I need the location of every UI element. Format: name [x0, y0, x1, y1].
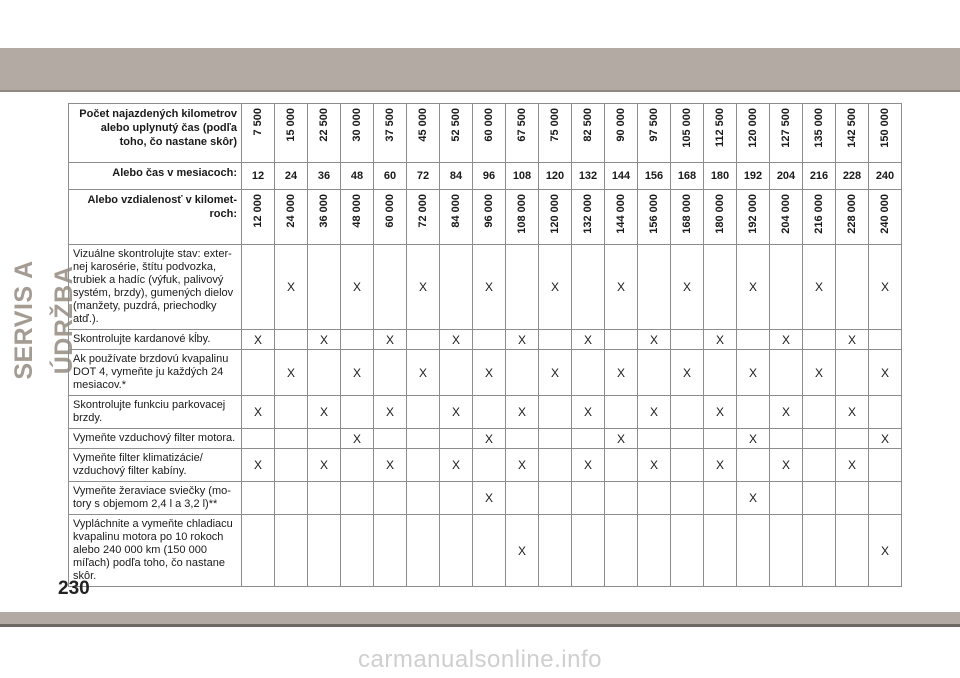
schedule-mark	[275, 482, 308, 515]
schedule-mark: X	[242, 449, 275, 482]
schedule-mark	[770, 515, 803, 587]
top-header-band	[0, 48, 960, 90]
schedule-mark: X	[275, 350, 308, 396]
distance-header-row-cell	[440, 190, 473, 245]
km-header-row-value: 105 000	[681, 108, 693, 148]
schedule-mark	[506, 429, 539, 449]
task-label: Skontrolujte funkciu parkovacej brzdy.	[69, 396, 242, 429]
schedule-mark	[473, 515, 506, 587]
schedule-mark: X	[704, 330, 737, 350]
km-header-row-cell	[638, 104, 671, 163]
schedule-mark: X	[572, 396, 605, 429]
months-header-row-value: 204	[770, 163, 803, 190]
months-header-row-value: 84	[440, 163, 473, 190]
schedule-mark	[803, 449, 836, 482]
schedule-mark	[869, 396, 902, 429]
distance-header-row-cell	[671, 190, 704, 245]
km-header-row-value: 75 000	[549, 108, 561, 142]
km-header-row-value: 120 000	[747, 108, 759, 148]
km-header-row-cell	[374, 104, 407, 163]
schedule-mark	[803, 429, 836, 449]
schedule-mark	[242, 482, 275, 515]
schedule-mark	[275, 429, 308, 449]
section-title: SERVIS A ÚDRŽBA	[10, 260, 78, 380]
km-header-row-cell	[803, 104, 836, 163]
schedule-mark	[407, 482, 440, 515]
schedule-mark	[869, 482, 902, 515]
table-row	[69, 330, 902, 350]
schedule-mark: X	[836, 396, 869, 429]
schedule-mark	[275, 449, 308, 482]
bottom-footer-rule	[0, 624, 960, 627]
schedule-mark	[473, 449, 506, 482]
km-header-row-value: 15 000	[285, 108, 297, 142]
schedule-mark	[605, 515, 638, 587]
schedule-mark	[869, 449, 902, 482]
km-header-row-value: 52 500	[450, 108, 462, 142]
schedule-mark: X	[374, 396, 407, 429]
months-header-row-value: 12	[242, 163, 275, 190]
schedule-mark: X	[605, 245, 638, 330]
schedule-mark	[308, 350, 341, 396]
distance-header-row-value: 36 000	[318, 194, 330, 228]
distance-header-row-value: 228 000	[846, 194, 858, 234]
schedule-mark	[671, 515, 704, 587]
table-row	[69, 245, 902, 330]
schedule-mark	[605, 330, 638, 350]
schedule-mark	[737, 449, 770, 482]
table-row	[69, 482, 902, 515]
schedule-mark: X	[572, 449, 605, 482]
table-row	[69, 396, 902, 429]
schedule-mark	[803, 330, 836, 350]
schedule-mark	[374, 245, 407, 330]
distance-header-row-cell	[242, 190, 275, 245]
schedule-mark: X	[275, 245, 308, 330]
task-label: Vypláchnite a vymeňte chladiacu kvapalinu motora po 10 rokoch alebo 240 000 km (150 000 míľach) podľa toho, čo nastane skôr.	[69, 515, 242, 587]
distance-header-row-value: 156 000	[648, 194, 660, 234]
schedule-mark	[770, 350, 803, 396]
distance-header-row-value: 144 000	[615, 194, 627, 234]
months-header-row	[69, 163, 902, 190]
schedule-mark	[572, 350, 605, 396]
schedule-mark: X	[605, 350, 638, 396]
page-number: 230	[58, 578, 90, 599]
schedule-mark: X	[770, 396, 803, 429]
distance-header-row-cell	[308, 190, 341, 245]
months-header-row-value: 144	[605, 163, 638, 190]
months-header-row-value: 36	[308, 163, 341, 190]
schedule-mark: X	[374, 449, 407, 482]
schedule-mark: X	[671, 245, 704, 330]
schedule-mark: X	[869, 515, 902, 587]
schedule-mark	[539, 330, 572, 350]
km-header-row-value: 135 000	[813, 108, 825, 148]
table-row	[69, 515, 902, 587]
months-header-row-value: 228	[836, 163, 869, 190]
schedule-mark: X	[407, 245, 440, 330]
task-label: Ak používate brzdovú kvapalinu DOT 4, vymeňte ju každých 24 mesiacov.*	[69, 350, 242, 396]
schedule-mark: X	[341, 429, 374, 449]
distance-header-row-value: 12 000	[252, 194, 264, 228]
schedule-mark: X	[737, 245, 770, 330]
km-header-row-cell	[704, 104, 737, 163]
schedule-mark	[242, 245, 275, 330]
schedule-mark: X	[869, 245, 902, 330]
distance-header-row-cell	[869, 190, 902, 245]
distance-header-row-cell	[638, 190, 671, 245]
months-header-row-value: 96	[473, 163, 506, 190]
km-header-row-cell	[671, 104, 704, 163]
schedule-mark	[770, 482, 803, 515]
km-header-row-value: 22 500	[318, 108, 330, 142]
schedule-mark	[242, 350, 275, 396]
schedule-mark: X	[869, 350, 902, 396]
months-header-row-value: 132	[572, 163, 605, 190]
distance-header-row-cell	[374, 190, 407, 245]
months-header-row-value: 48	[341, 163, 374, 190]
schedule-mark	[572, 245, 605, 330]
schedule-mark: X	[506, 330, 539, 350]
distance-header-row-cell	[770, 190, 803, 245]
months-header-row-value: 24	[275, 163, 308, 190]
km-header-row-cell	[473, 104, 506, 163]
schedule-mark	[737, 396, 770, 429]
schedule-mark: X	[308, 330, 341, 350]
schedule-mark	[539, 482, 572, 515]
schedule-mark	[374, 350, 407, 396]
distance-header-row-value: 84 000	[450, 194, 462, 228]
km-header-row-value: 60 000	[483, 108, 495, 142]
schedule-mark	[671, 330, 704, 350]
schedule-mark	[836, 515, 869, 587]
km-header-row-value: 142 500	[846, 108, 858, 148]
schedule-mark: X	[341, 245, 374, 330]
schedule-mark	[341, 482, 374, 515]
schedule-mark: X	[242, 330, 275, 350]
schedule-mark	[242, 515, 275, 587]
schedule-mark	[803, 396, 836, 429]
task-label: Skontrolujte kardanové kĺby.	[69, 330, 242, 350]
schedule-mark	[341, 396, 374, 429]
km-header-row	[69, 104, 902, 163]
km-header-row-value: 112 500	[714, 108, 726, 148]
schedule-mark	[374, 429, 407, 449]
schedule-mark	[440, 245, 473, 330]
schedule-mark: X	[704, 449, 737, 482]
distance-header-row-cell	[341, 190, 374, 245]
km-header-row-cell	[242, 104, 275, 163]
schedule-mark: X	[506, 449, 539, 482]
schedule-mark: X	[308, 449, 341, 482]
schedule-mark: X	[572, 330, 605, 350]
months-header-row-value: 216	[803, 163, 836, 190]
km-header-row-cell	[770, 104, 803, 163]
distance-header-row-cell	[605, 190, 638, 245]
schedule-mark: X	[440, 396, 473, 429]
km-header-row-value: 45 000	[417, 108, 429, 142]
bottom-footer-band	[0, 612, 960, 624]
distance-header-row-value: 60 000	[384, 194, 396, 228]
km-header-row-value: 30 000	[351, 108, 363, 142]
schedule-mark: X	[440, 449, 473, 482]
schedule-mark	[770, 245, 803, 330]
task-label: Vymeňte žeraviace sviečky (motory s objemom 2,4 l a 3,2 l)**	[69, 482, 242, 515]
schedule-mark	[539, 515, 572, 587]
distance-header-row-cell	[407, 190, 440, 245]
schedule-mark	[704, 350, 737, 396]
schedule-mark	[638, 245, 671, 330]
schedule-mark	[638, 482, 671, 515]
schedule-mark	[770, 429, 803, 449]
schedule-mark	[836, 482, 869, 515]
table-row	[69, 449, 902, 482]
schedule-mark	[506, 350, 539, 396]
distance-header-row-label: Alebo vzdialenosť v kilometroch:	[69, 190, 242, 245]
months-header-row-value: 192	[737, 163, 770, 190]
km-header-row-cell	[440, 104, 473, 163]
schedule-mark: X	[638, 449, 671, 482]
schedule-mark	[473, 330, 506, 350]
schedule-mark	[242, 429, 275, 449]
months-header-row-value: 72	[407, 163, 440, 190]
months-header-row-value: 168	[671, 163, 704, 190]
distance-header-row-cell	[473, 190, 506, 245]
schedule-mark	[572, 429, 605, 449]
months-header-row-value: 180	[704, 163, 737, 190]
schedule-mark	[374, 515, 407, 587]
watermark: carmanualsonline.info	[358, 646, 602, 673]
schedule-mark	[704, 429, 737, 449]
schedule-mark	[539, 429, 572, 449]
schedule-mark: X	[770, 330, 803, 350]
distance-header-row-cell	[836, 190, 869, 245]
schedule-mark	[605, 482, 638, 515]
km-header-row-cell	[869, 104, 902, 163]
km-header-row-value: 82 500	[582, 108, 594, 142]
schedule-mark	[572, 482, 605, 515]
distance-header-row-value: 72 000	[417, 194, 429, 228]
schedule-mark: X	[605, 429, 638, 449]
distance-header-row	[69, 190, 902, 245]
km-header-row-cell	[572, 104, 605, 163]
km-header-row-cell	[737, 104, 770, 163]
schedule-mark	[737, 330, 770, 350]
km-header-row-value: 97 500	[648, 108, 660, 142]
distance-header-row-cell	[803, 190, 836, 245]
schedule-mark	[407, 396, 440, 429]
km-header-row-value: 150 000	[879, 108, 891, 148]
km-header-row-cell	[506, 104, 539, 163]
schedule-mark: X	[638, 330, 671, 350]
schedule-mark	[638, 515, 671, 587]
schedule-mark	[308, 482, 341, 515]
schedule-mark	[704, 515, 737, 587]
km-header-row-value: 127 500	[780, 108, 792, 148]
distance-header-row-value: 192 000	[747, 194, 759, 234]
schedule-mark	[407, 515, 440, 587]
schedule-mark	[374, 482, 407, 515]
schedule-mark: X	[374, 330, 407, 350]
km-header-row-value: 37 500	[384, 108, 396, 142]
schedule-mark	[440, 515, 473, 587]
schedule-mark	[605, 396, 638, 429]
schedule-mark	[704, 245, 737, 330]
schedule-mark	[407, 429, 440, 449]
top-margin	[0, 0, 960, 44]
distance-header-row-value: 180 000	[714, 194, 726, 234]
months-header-row-value: 60	[374, 163, 407, 190]
distance-header-row-value: 108 000	[516, 194, 528, 234]
schedule-mark	[407, 330, 440, 350]
schedule-mark	[605, 449, 638, 482]
schedule-mark	[308, 429, 341, 449]
schedule-mark	[275, 396, 308, 429]
months-header-row-value: 240	[869, 163, 902, 190]
schedule-mark: X	[737, 350, 770, 396]
distance-header-row-cell	[572, 190, 605, 245]
schedule-mark: X	[704, 396, 737, 429]
task-label: Vymeňte vzduchový filter motora.	[69, 429, 242, 449]
schedule-mark	[737, 515, 770, 587]
schedule-mark	[671, 429, 704, 449]
schedule-mark	[275, 515, 308, 587]
schedule-mark	[308, 515, 341, 587]
km-header-row-cell	[539, 104, 572, 163]
schedule-mark: X	[671, 350, 704, 396]
schedule-mark	[671, 449, 704, 482]
distance-header-row-value: 132 000	[582, 194, 594, 234]
schedule-mark: X	[242, 396, 275, 429]
task-label: Vymeňte filter klimatizácie/ vzduchový filter kabíny.	[69, 449, 242, 482]
schedule-mark	[539, 396, 572, 429]
schedule-mark	[638, 350, 671, 396]
schedule-mark: X	[770, 449, 803, 482]
schedule-mark: X	[473, 482, 506, 515]
km-header-row-cell	[308, 104, 341, 163]
schedule-mark	[671, 482, 704, 515]
schedule-mark: X	[473, 429, 506, 449]
km-header-row-cell	[341, 104, 374, 163]
km-header-row-cell	[836, 104, 869, 163]
schedule-mark: X	[341, 350, 374, 396]
schedule-mark	[836, 429, 869, 449]
schedule-mark: X	[506, 515, 539, 587]
schedule-mark	[506, 245, 539, 330]
distance-header-row-cell	[275, 190, 308, 245]
schedule-mark: X	[737, 482, 770, 515]
schedule-mark	[440, 350, 473, 396]
km-header-row-value: 90 000	[615, 108, 627, 142]
schedule-mark	[440, 482, 473, 515]
schedule-mark	[539, 449, 572, 482]
task-label: Vizuálne skontrolujte stav: externej karosérie, štítu podvozka, trubiek a hadíc (výfuk, palivový systém, brzdy), gumených dielov (manžety, puzdrá, priechodky atď.).	[69, 245, 242, 330]
months-header-row-value: 120	[539, 163, 572, 190]
schedule-mark: X	[308, 396, 341, 429]
schedule-mark: X	[803, 245, 836, 330]
km-header-row-cell	[275, 104, 308, 163]
schedule-mark	[440, 429, 473, 449]
distance-header-row-value: 216 000	[813, 194, 825, 234]
schedule-mark: X	[869, 429, 902, 449]
schedule-mark: X	[473, 245, 506, 330]
table-row	[69, 429, 902, 449]
distance-header-row-value: 96 000	[483, 194, 495, 228]
schedule-mark: X	[539, 350, 572, 396]
schedule-mark	[671, 396, 704, 429]
km-header-row-cell	[605, 104, 638, 163]
table-row	[69, 350, 902, 396]
schedule-mark: X	[638, 396, 671, 429]
distance-header-row-value: 204 000	[780, 194, 792, 234]
distance-header-row-value: 24 000	[285, 194, 297, 228]
schedule-mark	[275, 330, 308, 350]
schedule-mark	[836, 245, 869, 330]
schedule-mark	[308, 245, 341, 330]
schedule-mark	[407, 449, 440, 482]
schedule-mark	[704, 482, 737, 515]
schedule-mark	[638, 429, 671, 449]
schedule-mark	[572, 515, 605, 587]
schedule-mark	[473, 396, 506, 429]
distance-header-row-value: 240 000	[879, 194, 891, 234]
distance-header-row-value: 168 000	[681, 194, 693, 234]
maintenance-schedule-table	[68, 103, 902, 587]
distance-header-row-cell	[704, 190, 737, 245]
distance-header-row-cell	[539, 190, 572, 245]
schedule-mark	[803, 515, 836, 587]
schedule-mark: X	[737, 429, 770, 449]
schedule-mark	[341, 330, 374, 350]
schedule-mark: X	[473, 350, 506, 396]
schedule-mark	[341, 449, 374, 482]
schedule-mark	[341, 515, 374, 587]
schedule-mark	[506, 482, 539, 515]
distance-header-row-cell	[506, 190, 539, 245]
distance-header-row-value: 120 000	[549, 194, 561, 234]
km-header-row-value: 7 500	[252, 108, 264, 136]
schedule-mark: X	[506, 396, 539, 429]
schedule-mark: X	[407, 350, 440, 396]
schedule-mark: X	[440, 330, 473, 350]
km-header-row-label: Počet najazdených kilometrov alebo uplynutý čas (podľa toho, čo nastane skôr)	[69, 104, 242, 163]
schedule-mark: X	[836, 330, 869, 350]
months-header-row-label: Alebo čas v mesiacoch:	[69, 163, 242, 190]
distance-header-row-value: 48 000	[351, 194, 363, 228]
schedule-mark	[836, 350, 869, 396]
km-header-row-value: 67 500	[516, 108, 528, 142]
schedule-mark: X	[539, 245, 572, 330]
top-header-rule	[0, 90, 960, 92]
months-header-row-value: 108	[506, 163, 539, 190]
km-header-row-cell	[407, 104, 440, 163]
schedule-mark: X	[836, 449, 869, 482]
schedule-mark	[869, 330, 902, 350]
schedule-mark	[803, 482, 836, 515]
distance-header-row-cell	[737, 190, 770, 245]
months-header-row-value: 156	[638, 163, 671, 190]
schedule-mark: X	[803, 350, 836, 396]
